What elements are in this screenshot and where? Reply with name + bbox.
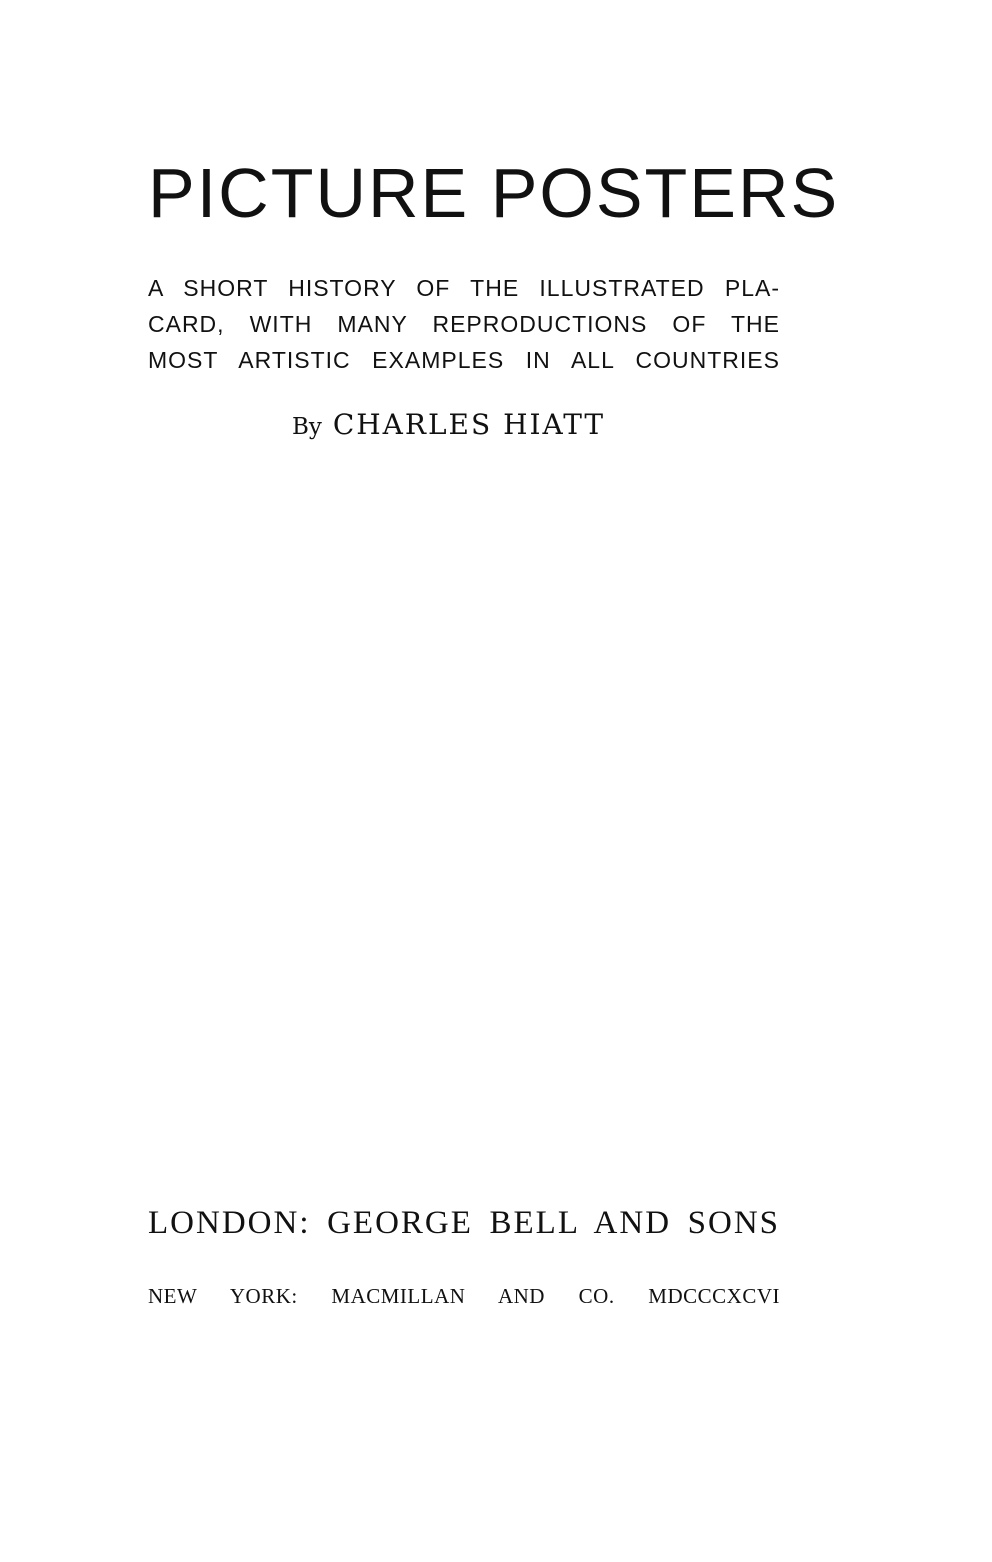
subtitle-line-1: A SHORT HISTORY OF THE ILLUSTRATED PLA- [148, 275, 780, 301]
author-name: CHARLES HIATT [332, 408, 606, 441]
publisher-london: LONDON: GEORGE BELL AND SONS [148, 1205, 780, 1241]
byline-prefix: By [292, 414, 322, 440]
subtitle-line-3: MOST ARTISTIC EXAMPLES IN ALL COUNTRIES [148, 347, 780, 373]
publisher-new-york: NEW YORK: MACMILLAN AND CO. MDCCCXCVI [148, 1284, 780, 1308]
author-byline [292, 408, 605, 441]
book-subtitle [148, 270, 780, 378]
subtitle-line-2: CARD, WITH MANY REPRODUCTIONS OF THE [148, 311, 780, 337]
book-title: PICTURE POSTERS [148, 154, 840, 232]
